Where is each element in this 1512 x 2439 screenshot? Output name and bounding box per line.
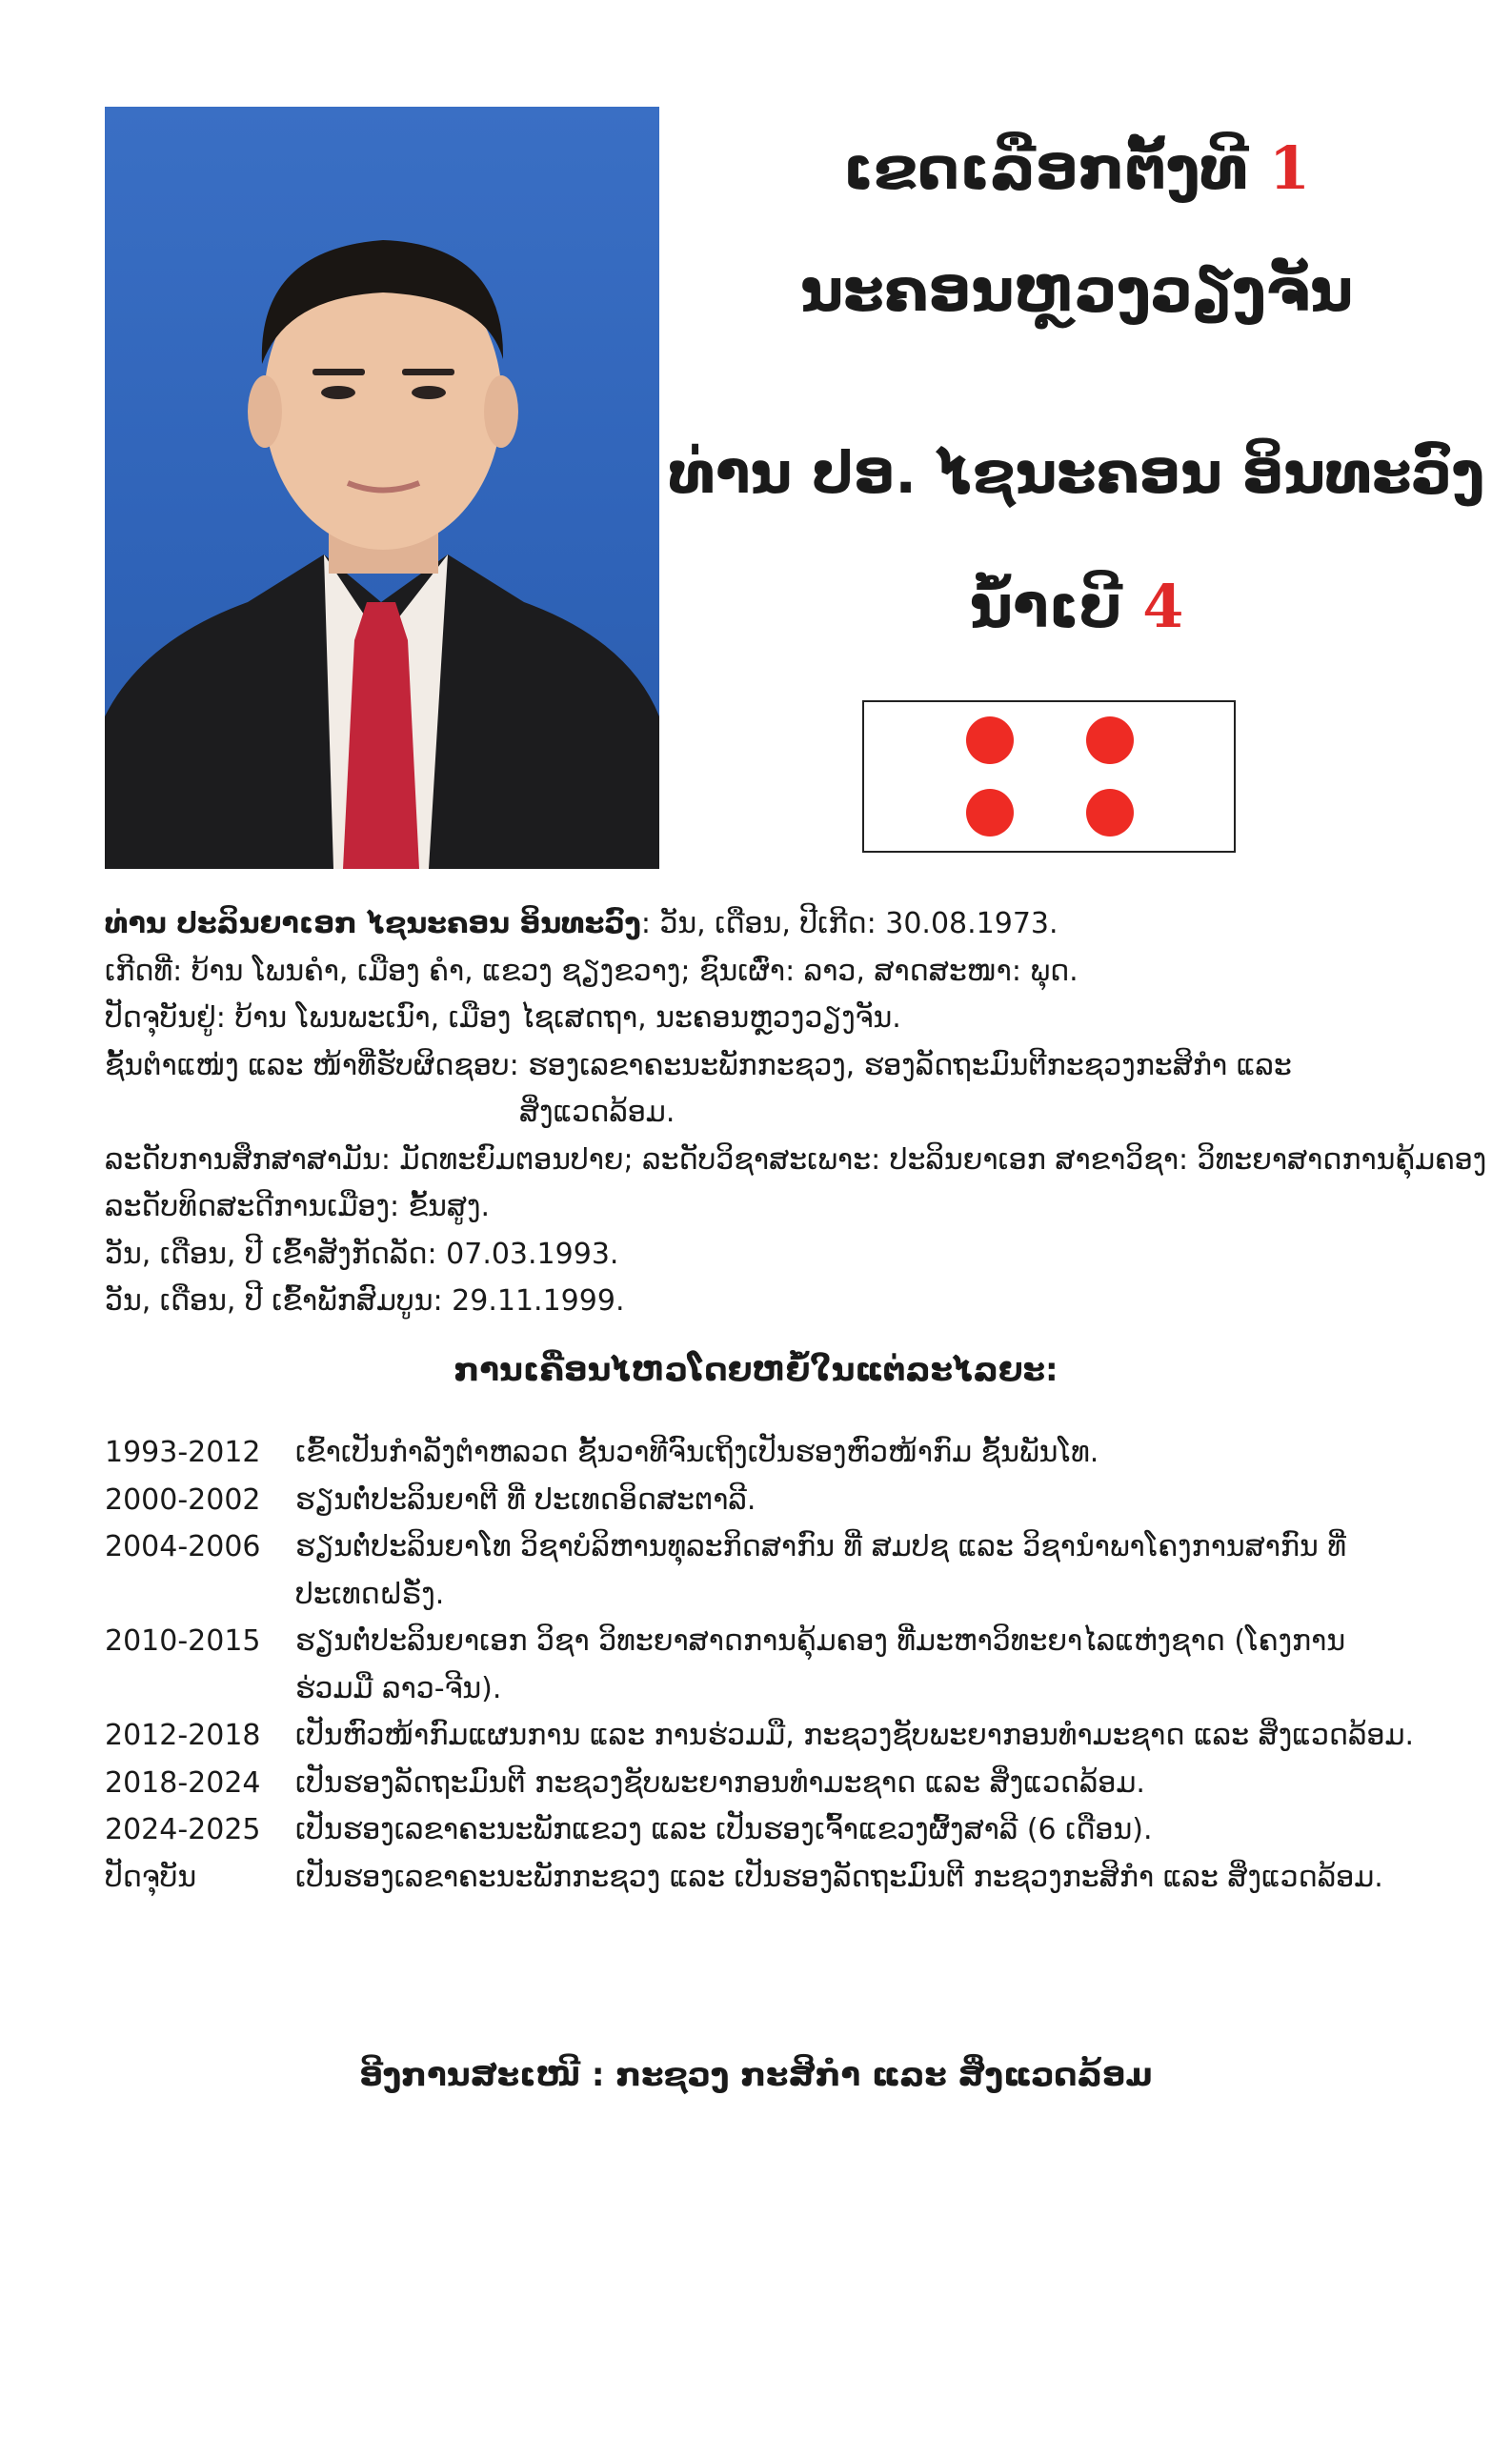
timeline-year: ປັດຈຸບັນ [105,1860,197,1894]
bio-state-entry: ວັນ, ເດືອນ, ປີ ເຂົ້າສັງກັດລັດ: 07.03.1993. [105,1237,619,1271]
career-timeline [105,1429,1420,1901]
ballot-dot [966,789,1014,837]
district-label: ເຂດເລືອກຕັ້ງທີ [842,133,1269,203]
timeline-text: ຮຽນຕໍ່ປະລິນຍາຕີ ທີ່ ປະເທດອິດສະຕາລີ. [295,1482,756,1517]
bio-residence: ປັດຈຸບັນຢູ່: ບ້ານ ໂພນພະເນົາ, ເມືອງ ໄຊເສດຖາ, ນະຄອນຫຼວງວຽງຈັນ. [105,1001,901,1035]
bio-party-entry: ວັນ, ເດືອນ, ປີ ເຂົ້າພັກສົມບູນ: 29.11.1999. [105,1284,625,1318]
ballot-dot [1086,789,1134,837]
portrait-illustration [105,107,659,869]
timeline-year: 2004-2006 [105,1530,261,1563]
timeline-text: ເປັນຮອງລັດຖະມົນຕີ ກະຊວງຊັບພະຍາກອນທໍາມະຊາດ ແລະ ສິ່ງແວດລ້ອມ. [295,1765,1145,1800]
bio-education: ລະດັບການສຶກສາສາມັນ: ມັດທະຍົມຕອນປາຍ; ລະດັບວິຊາສະເພາະ: ປະລິນຍາເອກ ສາຂາວິຊາ: ວິທະຍາສາດການຄຸ້ມຄອງ [105,1142,1487,1177]
proposed-by: ອີງການສະເໜີ : ກະຊວງ ກະສິກໍາ ແລະ ສິ່ງແວດລ້ອມ [359,2056,1153,2094]
ballot-dots-box [862,700,1236,853]
timeline-text: ເຂົ້າເປັນກໍາລັງຕໍາຫລວດ ຊັ້ນວາທີຈົນເຖິງເປັນຮອງຫົວໜ້າກົມ ຊັ້ນພັນໂທ. [295,1436,1099,1469]
bio-position: ຊັ້ນຕໍາແໜ່ງ ແລະ ໜ້າທີ່ຮັບຜິດຊອບ: ຮອງເລຂາຄະນະພັກກະຊວງ, ຮອງລັດຖະມົນຕີກະຊວງກະສິກໍາ ແລະ [105,1048,1292,1082]
biography [105,900,1487,1325]
ballot-number-label: ນໍ້າເບີ [969,572,1143,641]
ballot-number-title [667,572,1486,641]
timeline-text: ເປັນຮອງເລຂາຄະນະພັກແຂວງ ແລະ ເປັນຮອງເຈົ້າແຂວງຜົ້ງສາລີ (6 ເດືອນ). [295,1813,1153,1846]
timeline-row [105,1854,1420,1902]
district-number: 1 [1268,133,1310,203]
timeline-text: ເປັນຫົວໜ້າກົມແຜນການ ແລະ ການຮ່ວມມື, ກະຊວງຊັບພະຍາກອນທໍາມະຊາດ ແລະ ສິ່ງແວດລ້ອມ. [295,1719,1415,1752]
bio-dob: : ວັນ, ເດືອນ, ປີເກີດ: 30.08.1973. [640,907,1058,940]
timeline-row [105,1477,1420,1524]
ballot-number-value: 4 [1142,572,1184,641]
bio-position-cont: ສິ່ງແວດລ້ອມ. [519,1096,675,1129]
timeline-row [105,1712,1420,1760]
bio-politics: ລະດັບທິດສະດີການເມືອງ: ຂັ້ນສູງ. [105,1190,490,1223]
ballot-dot [966,716,1014,764]
timeline-text: ຮຽນຕໍ່ປະລິນຍາໂທ ວິຊາບໍລິຫານທຸລະກິດສາກົນ ທີ່ ສມປຊ ແລະ ວິຊານໍາພາໂຄງການສາກົນ ທີ່ປະເທດຝຣັ່ງ. [295,1530,1346,1611]
bio-name-row [105,900,1420,948]
timeline-year: 1993-2012 [105,1436,261,1469]
timeline-text: ຮຽນຕໍ່ປະລິນຍາເອກ ວິຊາ ວິທະຍາສາດການຄຸ້ມຄອງ ທີ່ມະຫາວິທະຍາໄລແຫ່ງຊາດ (ໂຄງການຮ່ວມມື ລາວ-ຈີນ). [295,1624,1346,1705]
timeline-row [105,1618,1420,1712]
timeline-year: 2024-2025 [105,1813,261,1846]
timeline-year: 2010-2015 [105,1624,261,1658]
candidate-photo [105,107,659,869]
city-title: ນະຄອນຫຼວງວຽງຈັນ [799,255,1354,325]
candidate-name: ທ່ານ ປອ. ໄຊນະຄອນ ອິນທະວົງ [668,440,1485,507]
timeline-year: 2000-2002 [105,1482,261,1517]
timeline-text: ເປັນຮອງເລຂາຄະນະພັກກະຊວງ ແລະ ເປັນຮອງລັດຖະມົນຕີ ກະຊວງກະສິກໍາ ແລະ ສິ່ງແວດລ້ອມ. [295,1860,1383,1894]
timeline-row [105,1523,1420,1618]
career-title: ການເຄື່ອນໄຫວໂດຍຫຍໍ້ໃນແຕ່ລະໄລຍະ: [454,1351,1058,1389]
timeline-row [105,1429,1420,1477]
timeline-row [105,1806,1420,1854]
ballot-dot [1086,716,1134,764]
bio-birthplace: ເກີດທີ່: ບ້ານ ໂພນຄໍາ, ເມືອງ ຄໍາ, ແຂວງ ຊຽງຂວາງ; ຊົນເຜົ່າ: ລາວ, ສາດສະໜາ: ພຸດ. [105,954,1079,988]
district-title [667,133,1486,203]
bio-name: ທ່ານ ປະລິນຍາເອກ ໄຊນະຄອນ ອິນທະວົງ [105,907,641,940]
timeline-year: 2018-2024 [105,1765,261,1800]
timeline-row [105,1760,1420,1807]
timeline-year: 2012-2018 [105,1719,261,1752]
